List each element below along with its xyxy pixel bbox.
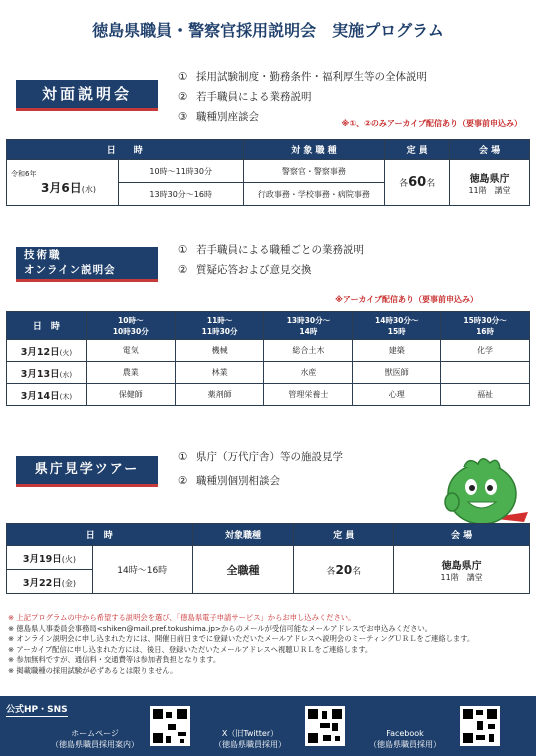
section-tag-label: オンライン説明会	[24, 264, 116, 276]
tag-accent-bar	[16, 484, 158, 487]
col-header-slot: 14時30分～ 15時	[353, 312, 441, 340]
job-cell: 全職種	[192, 546, 294, 594]
job-cell: 福祉	[441, 384, 530, 406]
col-header-datetime: 日 時	[7, 524, 193, 546]
note-line: ※ 掲載職種の採用試験が必ずあるとは限りません。	[8, 665, 178, 675]
facebook-link[interactable]: Facebook （徳島県職員採用）	[369, 729, 441, 749]
venue-cell: 徳島県庁 11階 講堂	[394, 546, 530, 594]
list-item: ② 職種別個別相談会	[178, 475, 280, 487]
date-cell: 令和6年 3月6日(水)	[7, 160, 119, 206]
col-header-job: 対象職種	[192, 524, 294, 546]
time-cell: 14時～16時	[92, 546, 192, 594]
table-row	[7, 362, 530, 384]
x-twitter-qr-code[interactable]	[305, 706, 345, 746]
table-row	[7, 384, 530, 406]
mascot-character	[438, 452, 530, 528]
job-cell: 電気	[86, 340, 175, 362]
job-cell: 機械	[175, 340, 264, 362]
note-line: ※ 上記プログラムの中から希望する説明会を選び、「徳島県電子申請サービス」からお申し込みください。	[8, 613, 356, 622]
job-cell: 警察官・警察事務	[243, 160, 385, 183]
job-cell: 化学	[441, 340, 530, 362]
homepage-link[interactable]: ホームページ （徳島県職員採用案内）	[51, 729, 139, 749]
date-cell: 3月14日(木)	[7, 384, 87, 406]
col-header-slot: 10時～ 10時30分	[86, 312, 175, 340]
time-cell: 13時30分～16時	[118, 183, 243, 206]
job-cell: 獣医師	[353, 362, 441, 384]
job-cell	[441, 362, 530, 384]
capacity-cell: 各60名	[385, 160, 450, 206]
list-item: ② 若手職員による業務説明	[178, 91, 312, 103]
homepage-qr-code[interactable]	[150, 706, 190, 746]
date-cell: 3月13日(水)	[7, 362, 87, 384]
s2-items	[178, 240, 364, 280]
col-header-datetime: 日 時	[7, 140, 244, 160]
mascot-hair	[464, 459, 500, 468]
col-header-capacity: 定 員	[294, 524, 394, 546]
col-header-slot: 15時30分～ 16時	[441, 312, 530, 340]
table-row	[7, 340, 530, 362]
job-cell: 管理栄養士	[264, 384, 353, 406]
section-tag-label: 県庁見学ツアー	[34, 462, 140, 477]
note-line: ※ 参加無料ですが、通信料・交通費等は参加者負担となります。	[8, 655, 221, 664]
section-tag-tour	[16, 456, 158, 484]
section-tag-label: 対面説明会	[41, 85, 132, 103]
job-cell: 水産	[264, 362, 353, 384]
col-header-venue: 会 場	[450, 140, 530, 160]
list-item: ② 質疑応答および意見交換	[178, 264, 312, 276]
date-cell: 3月22日(金)	[7, 570, 93, 594]
job-cell: 農業	[86, 362, 175, 384]
venue-cell: 徳島県庁 11階 講堂	[450, 160, 530, 206]
facebook-qr-code[interactable]	[460, 706, 500, 746]
section-tag-in-person	[16, 80, 158, 108]
archive-note: ※①、②のみアーカイブ配信あり（要事前申込み）	[341, 119, 522, 128]
col-header-slot: 11時～ 11時30分	[175, 312, 264, 340]
section-tag-online	[16, 247, 158, 279]
s2-table	[6, 311, 530, 406]
x-twitter-link[interactable]: X（旧Twitter） （徳島県職員採用）	[214, 729, 286, 749]
job-cell: 保健師	[86, 384, 175, 406]
list-item: ① 若手職員による職種ごとの業務説明	[178, 244, 364, 256]
job-cell: 心理	[353, 384, 441, 406]
job-cell: 薬剤師	[175, 384, 264, 406]
tag-accent-bar	[16, 279, 158, 282]
s3-table	[6, 523, 530, 594]
section-tag-label: 技術職	[24, 249, 62, 261]
list-item: ① 採用試験制度・勤務条件・福利厚生等の全体説明	[178, 71, 427, 83]
archive-note: ※アーカイブ配信あり（要事前申込み）	[335, 295, 478, 304]
col-header-date: 日 時	[7, 312, 87, 340]
notes	[8, 613, 528, 676]
job-cell: 建築	[353, 340, 441, 362]
footer-label: 公式HP・SNS	[6, 702, 68, 717]
note-line: ※ アーカイブ配信に申し込まれた方には、後日、登録いただいたメールアドレスへ視聴ＵＲＬをご連絡します。	[8, 644, 373, 654]
mascot-body	[448, 464, 516, 524]
s3-items	[178, 447, 343, 491]
date-cell: 3月12日(火)	[7, 340, 87, 362]
note-line: ※ 徳島県人事委員会事務局<shiken@mail.pref.tokushima.jp>からのメールが受信可能なメールアドレスでお申込みください。	[8, 623, 433, 633]
job-cell: 行政事務・学校事務・病院事務	[243, 183, 385, 206]
mascot-hand	[445, 493, 459, 511]
s1-table	[6, 139, 530, 206]
col-header-job: 対 象 職 種	[243, 140, 385, 160]
page-title: 徳島県職員・警察官採用説明会 実施プログラム	[92, 21, 444, 40]
col-header-slot: 13時30分～ 14時	[264, 312, 353, 340]
col-header-venue: 会 場	[394, 524, 530, 546]
tag-accent-bar	[16, 108, 158, 111]
col-header-capacity: 定 員	[385, 140, 450, 160]
era-label: 令和6年	[11, 170, 37, 178]
date-label: 3月6日	[41, 181, 82, 195]
job-cell: 総合土木	[264, 340, 353, 362]
list-item: ③ 職種別座談会	[178, 111, 259, 123]
job-cell: 林業	[175, 362, 264, 384]
capacity-cell: 各20名	[294, 546, 394, 594]
footer	[0, 696, 536, 756]
note-line: ※ オンライン説明会に申し込まれた方には、開催日前日までに登録いただいたメールアドレスへ説明会のミーティングＵＲＬをご連絡します。	[8, 634, 475, 643]
date-cell: 3月19日(火)	[7, 546, 93, 570]
time-cell: 10時～11時30分	[118, 160, 243, 183]
list-item: ① 県庁（万代庁舎）等の施設見学	[178, 451, 343, 463]
